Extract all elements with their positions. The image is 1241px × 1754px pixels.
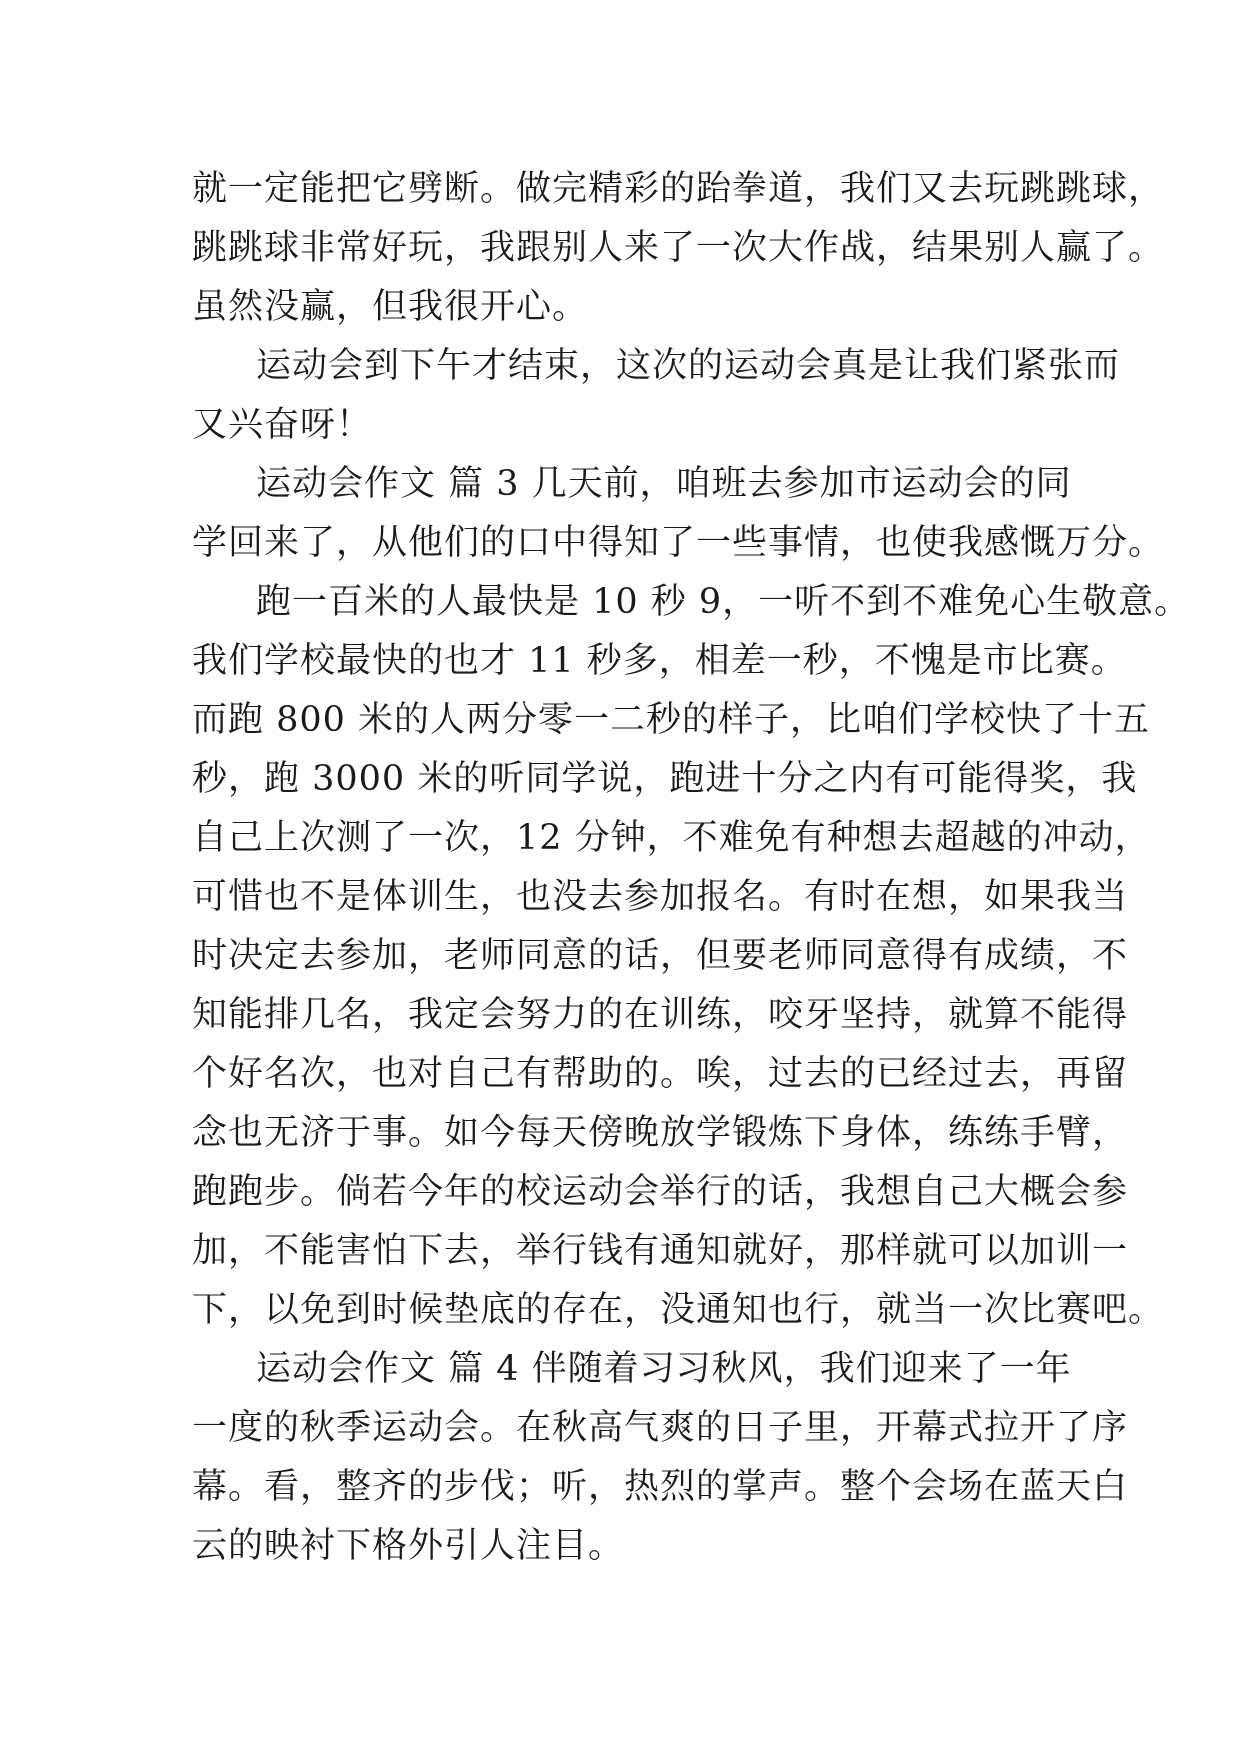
text-line: 个好名次，也对自己有帮助的。唉，过去的已经过去，再留 xyxy=(192,1054,1129,1094)
text-line: 而跑 800 米的人两分零一二秒的样子，比咱们学校快了十五 xyxy=(192,700,1151,740)
text-line: 可惜也不是体训生，也没去参加报名。有时在想，如果我当 xyxy=(192,877,1129,917)
text-line: 运动会到下午才结束，这次的运动会真是让我们紧张而 xyxy=(256,346,1121,386)
text-line: 我们学校最快的也才 11 秒多，相差一秒，不愧是市比赛。 xyxy=(192,641,1127,681)
text-line: 自己上次测了一次，12 分钟，不难免有种想去超越的冲动， xyxy=(192,818,1151,858)
section-heading-line: 运动会作文 篇 3 几天前，咱班去参加市运动会的同 xyxy=(256,464,1072,504)
text-line: 虽然没赢，但我很开心。 xyxy=(192,287,589,327)
text-line: 秒，跑 3000 米的听同学说，跑进十分之内有可能得奖，我 xyxy=(192,759,1138,799)
text-line: 幕。看，整齐的步伐；听，热烈的掌声。整个会场在蓝天白 xyxy=(192,1467,1129,1507)
text-line: 一度的秋季运动会。在秋高气爽的日子里，开幕式拉开了序 xyxy=(192,1408,1129,1448)
text-line: 跳跳球非常好玩，我跟别人来了一次大作战，结果别人赢了。 xyxy=(192,228,1165,268)
text-line: 跑跑步。倘若今年的校运动会举行的话，我想自己大概会参 xyxy=(192,1172,1129,1212)
text-line: 加，不能害怕下去，举行钱有通知就好，那样就可以加训一 xyxy=(192,1231,1129,1271)
text-line: 知能排几名，我定会努力的在训练，咬牙坚持，就算不能得 xyxy=(192,995,1129,1035)
text-line: 下，以免到时候垫底的存在，没通知也行，就当一次比赛吧。 xyxy=(192,1290,1165,1330)
section-heading-line: 运动会作文 篇 4 伴随着习习秋风，我们迎来了一年 xyxy=(256,1349,1072,1389)
text-line: 念也无济于事。如今每天傍晚放学锻炼下身体，练练手臂， xyxy=(192,1113,1129,1153)
text-line: 学回来了，从他们的口中得知了一些事情，也使我感慨万分。 xyxy=(192,523,1165,563)
text-line: 时决定去参加，老师同意的话，但要老师同意得有成绩，不 xyxy=(192,936,1129,976)
text-line: 云的映衬下格外引人注目。 xyxy=(192,1526,625,1566)
document-body xyxy=(192,160,1191,1576)
text-line: 又兴奋呀！ xyxy=(192,405,373,445)
text-line: 就一定能把它劈断。做完精彩的跆拳道，我们又去玩跳跳球， xyxy=(192,169,1165,209)
text-line: 跑一百米的人最快是 10 秒 9，一听不到不难免心生敬意。 xyxy=(256,582,1191,622)
